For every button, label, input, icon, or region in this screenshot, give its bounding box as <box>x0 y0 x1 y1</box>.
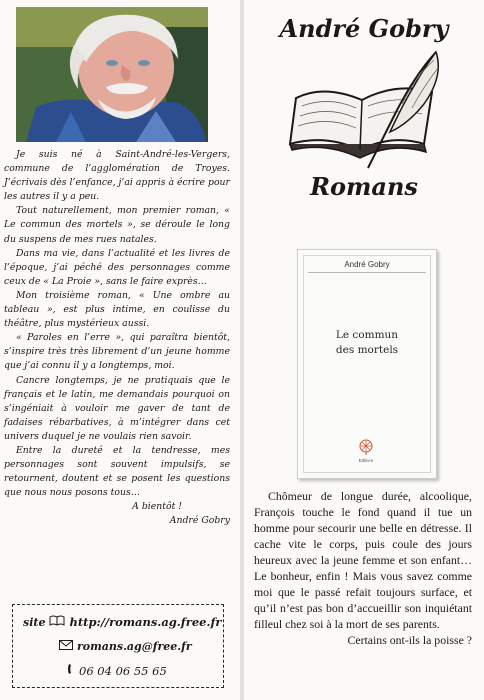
phone-row <box>63 663 167 678</box>
cover-title-line: des mortels <box>335 344 399 356</box>
cover-title-line: Le commun <box>335 329 399 341</box>
phone-icon <box>67 663 75 678</box>
bio-paragraph: « Paroles en l’erre », qui paraîtra bientôt, s’inspire très très librement d’un jeune homme que j’ai connu il y a longtemps, moi. <box>4 332 230 372</box>
book-and-quill-illustration <box>284 46 444 176</box>
bio-signature: André Gobry <box>169 515 230 527</box>
bio-paragraph: Tout naturellement, mon premier roman, « Le commun des mortels », se déroule le long du suspens de mes rues natales. <box>4 205 230 245</box>
site-link[interactable]: http://romans.ag.free.fr <box>69 615 222 629</box>
synopsis-text: Chômeur de longue durée, alcoolique, François touche le fond quand il tue un homme pour secourir une belle en détresse. Il cache vite le corps, puis coule des jours heureux avec la jeune femme et son enfant… Le bonheur, enfin ! Mais vous savez comme moi que le passé refait toujours surface, et qu’il n’est pas bon d’accueillir son inquiétant filleul chez soi à la mort de ses parents. <box>254 489 472 631</box>
bio-paragraph: Cancre longtemps, je ne pratiquais que le français et le latin, me demandais pourquoi on s’ingéniait à vouloir me gaver de tant de fadaises rébarbatives, à m’intégrer dans cet univers duquel je ne voulais rien savoir. <box>4 374 230 442</box>
site-label: site <box>23 615 46 629</box>
book-cover <box>297 249 437 479</box>
book-icon <box>49 615 65 629</box>
bio-paragraph: Entre la dureté et la tendresse, mes personnages sont souvent impulsifs, se retournent, doutent et se posent les questions que nous nous posons tous… <box>4 444 230 499</box>
phone-number: 06 04 06 55 65 <box>79 663 167 678</box>
envelope-icon <box>59 640 73 653</box>
contact-box <box>12 604 224 688</box>
email-link[interactable]: romans.ag@free.fr <box>77 640 192 653</box>
cover-divider <box>308 272 426 273</box>
site-row <box>23 615 221 629</box>
publisher-logo <box>342 438 390 468</box>
bio-paragraph: Je suis né à Saint-André-les-Vergers, commune de l’agglomération de Troyes. J’écrivais dès l’enfance, j’ai appris à écrire pour les autres il y a peu. <box>4 149 230 203</box>
author-biography <box>4 148 230 529</box>
bio-closing: A bientôt ! <box>132 501 182 513</box>
left-panel <box>0 0 240 700</box>
bio-paragraph: Mon troisième roman, « Une ombre au tableau », est plus intime, en coulisse du théâtre, plus mystérieux aussi. <box>4 289 230 330</box>
bio-paragraph: Dans ma vie, dans l’actualité et les livres de l’époque, j’ai péché des personnages comme ceux de « La Proie », sans le faire exprès… <box>4 247 230 287</box>
author-photo <box>16 7 208 142</box>
author-name-heading: André Gobry <box>279 14 449 43</box>
publisher-name: Edilivre <box>358 458 374 463</box>
book-synopsis <box>254 488 472 648</box>
email-row <box>55 640 192 653</box>
genre-heading: Romans <box>310 172 418 201</box>
cover-title <box>298 328 436 358</box>
cover-author: André Gobry <box>344 260 390 269</box>
synopsis-question: Certains ont-ils la poisse ? <box>347 633 472 647</box>
